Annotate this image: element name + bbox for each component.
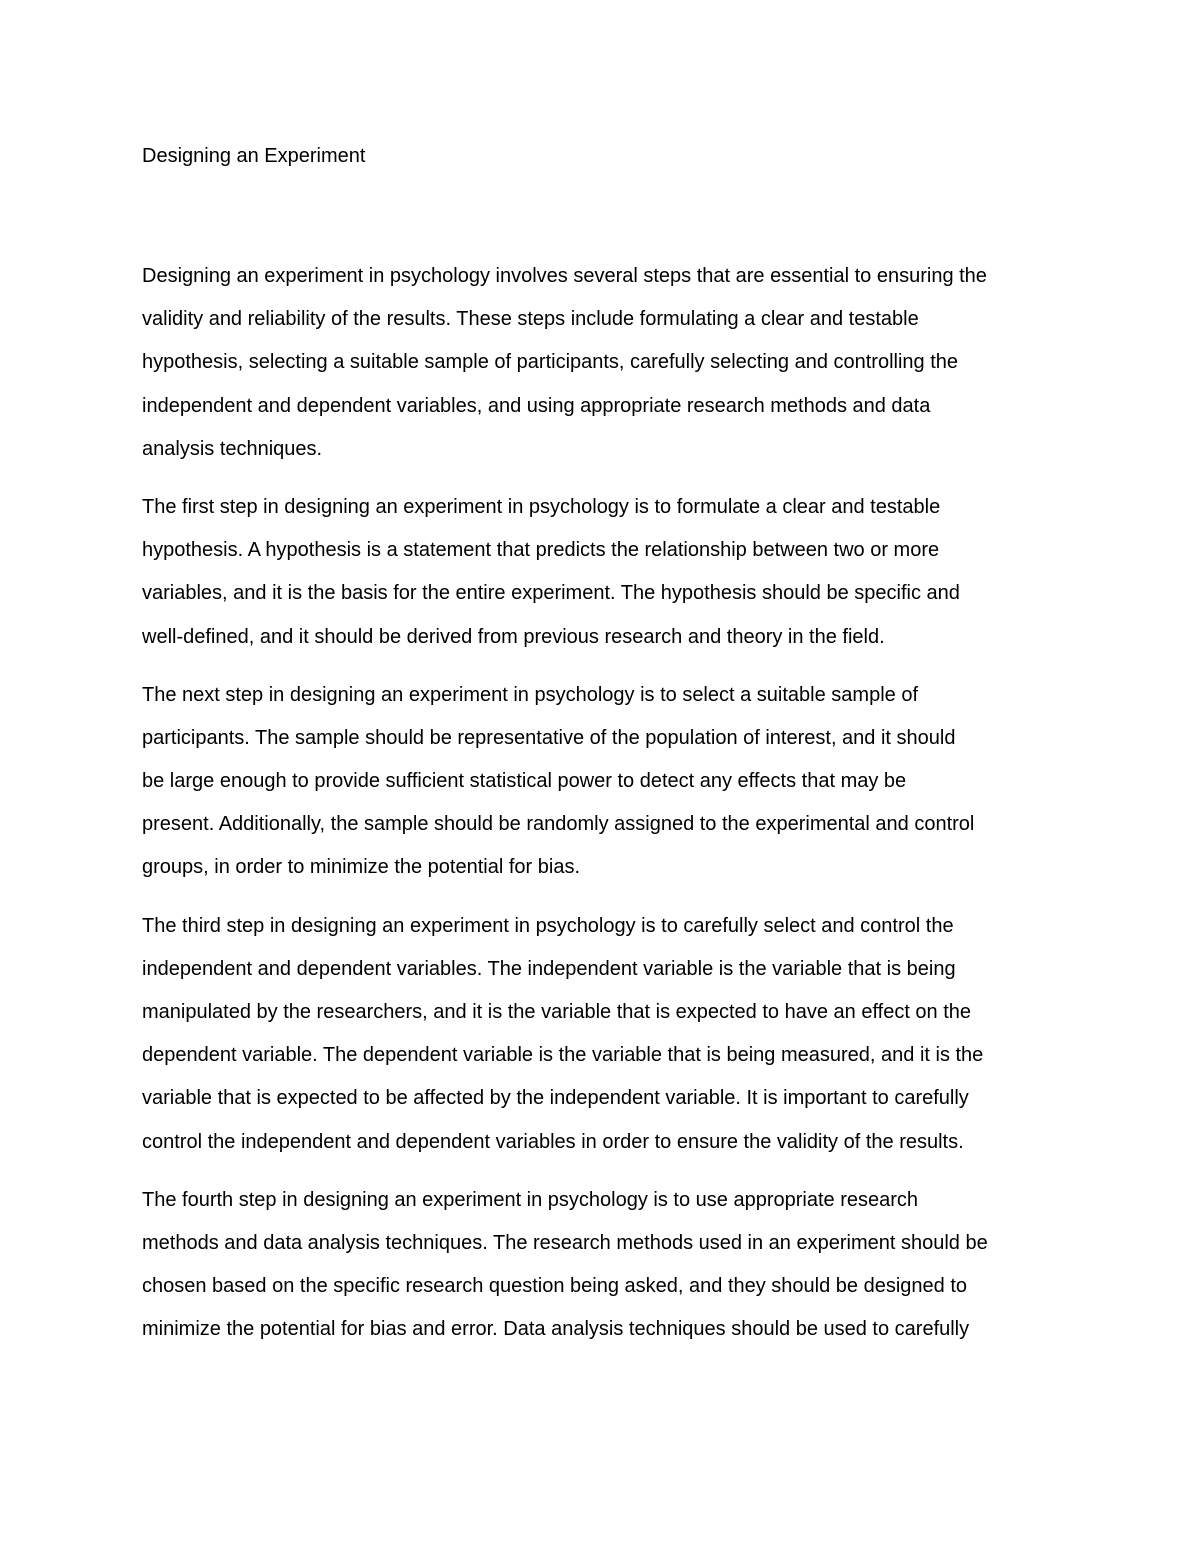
paragraph-next-step: [142, 674, 1058, 890]
paragraph-line: analysis techniques.: [142, 437, 323, 460]
paragraph-third-step: [142, 905, 1058, 1164]
paragraph-line: The fourth step in designing an experiment in psychology is to use appropriate research: [142, 1188, 919, 1211]
paragraph-line: dependent variable. The dependent variable is the variable that is being measured, and it is the: [142, 1044, 984, 1067]
paragraph-line: control the independent and dependent variables in order to ensure the validity of the results.: [142, 1130, 964, 1153]
paragraph-fourth-step: [142, 1179, 1058, 1352]
paragraph-line: present. Additionally, the sample should be randomly assigned to the experimental and control: [142, 813, 975, 836]
paragraph-intro: [142, 255, 1058, 471]
paragraph-line: variable that is expected to be affected by the independent variable. It is important to carefully: [142, 1087, 969, 1110]
document-title: Designing an Experiment: [142, 145, 366, 167]
paragraph-line: The next step in designing an experiment in psychology is to select a suitable sample of: [142, 683, 918, 706]
title-spacer: [142, 173, 1058, 255]
paragraph-line: validity and reliability of the results. These steps include formulating a clear and testable: [142, 308, 919, 331]
paragraph-line: groups, in order to minimize the potential for bias.: [142, 856, 580, 879]
paragraph-line: variables, and it is the basis for the entire experiment. The hypothesis should be specific and: [142, 582, 960, 605]
document-body: [142, 139, 1058, 1367]
paragraph-line: independent and dependent variables. The independent variable is the variable that is being: [142, 957, 956, 980]
paragraph-line: participants. The sample should be representative of the population of interest, and it should: [142, 726, 956, 749]
paragraph-line: Designing an experiment in psychology involves several steps that are essential to ensuring the: [142, 265, 987, 287]
paragraph-line: independent and dependent variables, and using appropriate research methods and data: [142, 394, 931, 417]
paragraph-line: manipulated by the researchers, and it is the variable that is expected to have an effect on the: [142, 1001, 972, 1023]
paragraph-line: hypothesis, selecting a suitable sample of participants, carefully selecting and controlling the: [142, 351, 959, 374]
paragraph-line: hypothesis. A hypothesis is a statement that predicts the relationship between two or more: [142, 539, 940, 562]
paragraph-line: The first step in designing an experiment in psychology is to formulate a clear and testable: [142, 495, 941, 518]
paragraph-line: The third step in designing an experiment in psychology is to carefully select and control the: [142, 914, 954, 937]
paragraph-first-step: [142, 486, 1058, 659]
paragraph-line: well-defined, and it should be derived from previous research and theory in the field.: [142, 625, 885, 648]
paragraph-line: be large enough to provide sufficient statistical power to detect any effects that may be: [142, 770, 907, 793]
paragraph-line: methods and data analysis techniques. The research methods used in an experiment should be: [142, 1231, 988, 1254]
paragraph-line: minimize the potential for bias and error. Data analysis techniques should be used to carefully: [142, 1318, 970, 1341]
paragraph-line: chosen based on the specific research question being asked, and they should be designed to: [142, 1275, 968, 1298]
